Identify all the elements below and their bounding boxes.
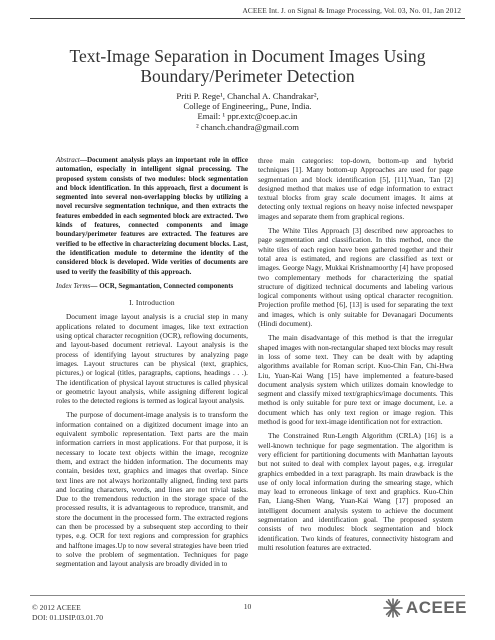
doi-text: DOI: 01.IJSIP.03.01.70 bbox=[32, 612, 104, 622]
abstract bbox=[56, 156, 248, 277]
email-1: Email: ¹ ppr.extc@coep.ac.in bbox=[197, 111, 298, 122]
right-column bbox=[258, 156, 453, 557]
header-divider bbox=[30, 18, 465, 19]
body-paragraph: three main categories: top-down, bottom-up and hybrid techniques [1]. Many bottom-up Approaches are used for page segmentation and block identification [5], [11].Yuan, Tan [2] designed method that makes use of edge information to extract textual blocks from gray scale document images. It aims at detecting only textual regions on heavy noise infected newspaper images and separate them from graphical regions. bbox=[258, 156, 453, 221]
index-terms-label: Index Terms bbox=[56, 281, 91, 290]
left-column bbox=[56, 156, 248, 573]
page-number: 10 bbox=[243, 602, 252, 611]
body-paragraph: The White Tiles Approach [3] described new approaches to page segmentation and classification. In this method, once the white tiles of each region have been gathered together and their total area is estimated, and regions are classified as text or images. George Nagy, Mukkai Krishnamoorthy [4] have proposed two complementary methods for characterizing the spatial structure of digitized technical documents and labeling various logical components without using optical character recognition. Projection profile method [6], [13] is used for separating the text and images, which is only suitable for Devanagari Documents (Hindi document). bbox=[258, 226, 453, 329]
intro-paragraph-1: Document image layout analysis is a crucial step in many applications related to document images, like text extraction using optical character recognition (OCR), reflowing documents, and layout-based document retrieval. Layout analysis is the process of identifying layout structures by analyzing page images. Layout structures can be physical (text, graphics, pictures,) or logical (titles, paragraphs, captions, headings . . .). The identification of physical layout structures is called physical or geometric layout analysis, while assigning different logical roles to the detected regions is termed as logical layout analysis. bbox=[56, 312, 248, 406]
intro-paragraph-2: The purpose of document-image analysis is to transform the information contained on a digitized document image into an equivalent symbolic representation. Text parts are the main information carriers in most applications. For that purpose, it is necessary to locate text objects within the image, recognize them, and extract the hidden information. The documents may contain, besides text, graphics and images that overlap. Since text lines are not always horizontally aligned, finding text parts and locating characters, words, and lines are not trivial tasks. Due to the tremendous reduction in the storage space of the processed results, it is advantageous to reproduce, transmit, and store the document in the processed form. The extracted regions can then be processed by a subsequent step according to their types, e.g. OCR for text regions and compression for graphics and halftone images.Up to now several strategies have been tried to solve the problem of segmentation. Techniques for page segmentation and layout analysis are broadly divided in to bbox=[56, 410, 248, 569]
section-heading-introduction: I. Introduction bbox=[129, 298, 175, 308]
affiliation: College of Engineering,, Pune, India. bbox=[183, 101, 312, 112]
logo-text: ACEEE bbox=[405, 598, 467, 617]
publisher-logo bbox=[383, 598, 467, 618]
index-terms bbox=[56, 282, 248, 291]
body-paragraph: The Constrained Run-Length Algorithm (CRLA) [16] is a well-known technique for page segmentation. The algorithm is very efficient for partitioning documents with Manhattan layouts but not suited to deal with complex layout pages, e.g. irregular graphics embedded in a text paragraph. Its main drawback is the use of only local information during the smearing stage, which may lead to erroneous linkage of text and graphics. Kuo-Chin Fan, Liang-Shen Wang, Yuan-Kai Wang [17] proposed an intelligent document analysis system to achieve the document segmentation and identification goal. The proposed system consists of two modules: block segmentation and block identification. Two kinds of features, connectivity histogram and multi resolution features are extracted. bbox=[258, 431, 453, 552]
email-2: ² chanch.chandra@gmail.com bbox=[196, 121, 299, 132]
footer-divider bbox=[30, 595, 465, 596]
copyright-text: © 2012 ACEEE bbox=[32, 603, 81, 612]
abstract-text: —Document analysis plays an important role in office automation, especially in intelligent signal processing. The proposed system consists of two modules: block segmentation and block identification. In this approach, first a document is segmented into several non-overlapping blocks by utilizing a novel recursive segmentation technique, and then extracts the features embedded in each segmented block are extracted. Two kinds of features, connected components and image boundary/perimeter features are extracted. The features are verified to be effective in characterizing document blocks. Last, the identification module to determine the identity of the considered block is developed. Wide verities of documents are used to verify the feasibility of this approach. bbox=[56, 156, 248, 276]
author-names: Priti P. Rege¹, Chanchal A. Chandrakar², bbox=[176, 91, 319, 101]
paper-title: Text-Image Separation in Document Images Using Boundary/Perimeter Detection bbox=[69, 46, 426, 86]
journal-header: ACEEE Int. J. on Signal & Image Processing, Vol. 03, No. 01, Jan 2012 bbox=[242, 6, 461, 15]
index-terms-text: — OCR, Segmantation, Connected components bbox=[90, 281, 234, 290]
abstract-label: Abstract bbox=[56, 156, 80, 164]
star-burst-icon bbox=[383, 598, 403, 618]
body-paragraph: The main disadvantage of this method is that the irregular shaped images with non-rectangular shaped text blocks may result in loss of some text. They can be dealt with by adapting algorithms available for Roman script. Kuo-Chin Fan, Chi-Hwa Liu, Yuan-Kai Wang [15] have implemented a feature-based document analysis system which utilizes domain knowledge to segment and classify mixed text/graphics/image documents. This method is only suitable for pure text or image document, i.e. a document which has only text region or image region. This method is good for text-image identification not for extraction. bbox=[258, 333, 453, 427]
author-block bbox=[0, 91, 495, 132]
